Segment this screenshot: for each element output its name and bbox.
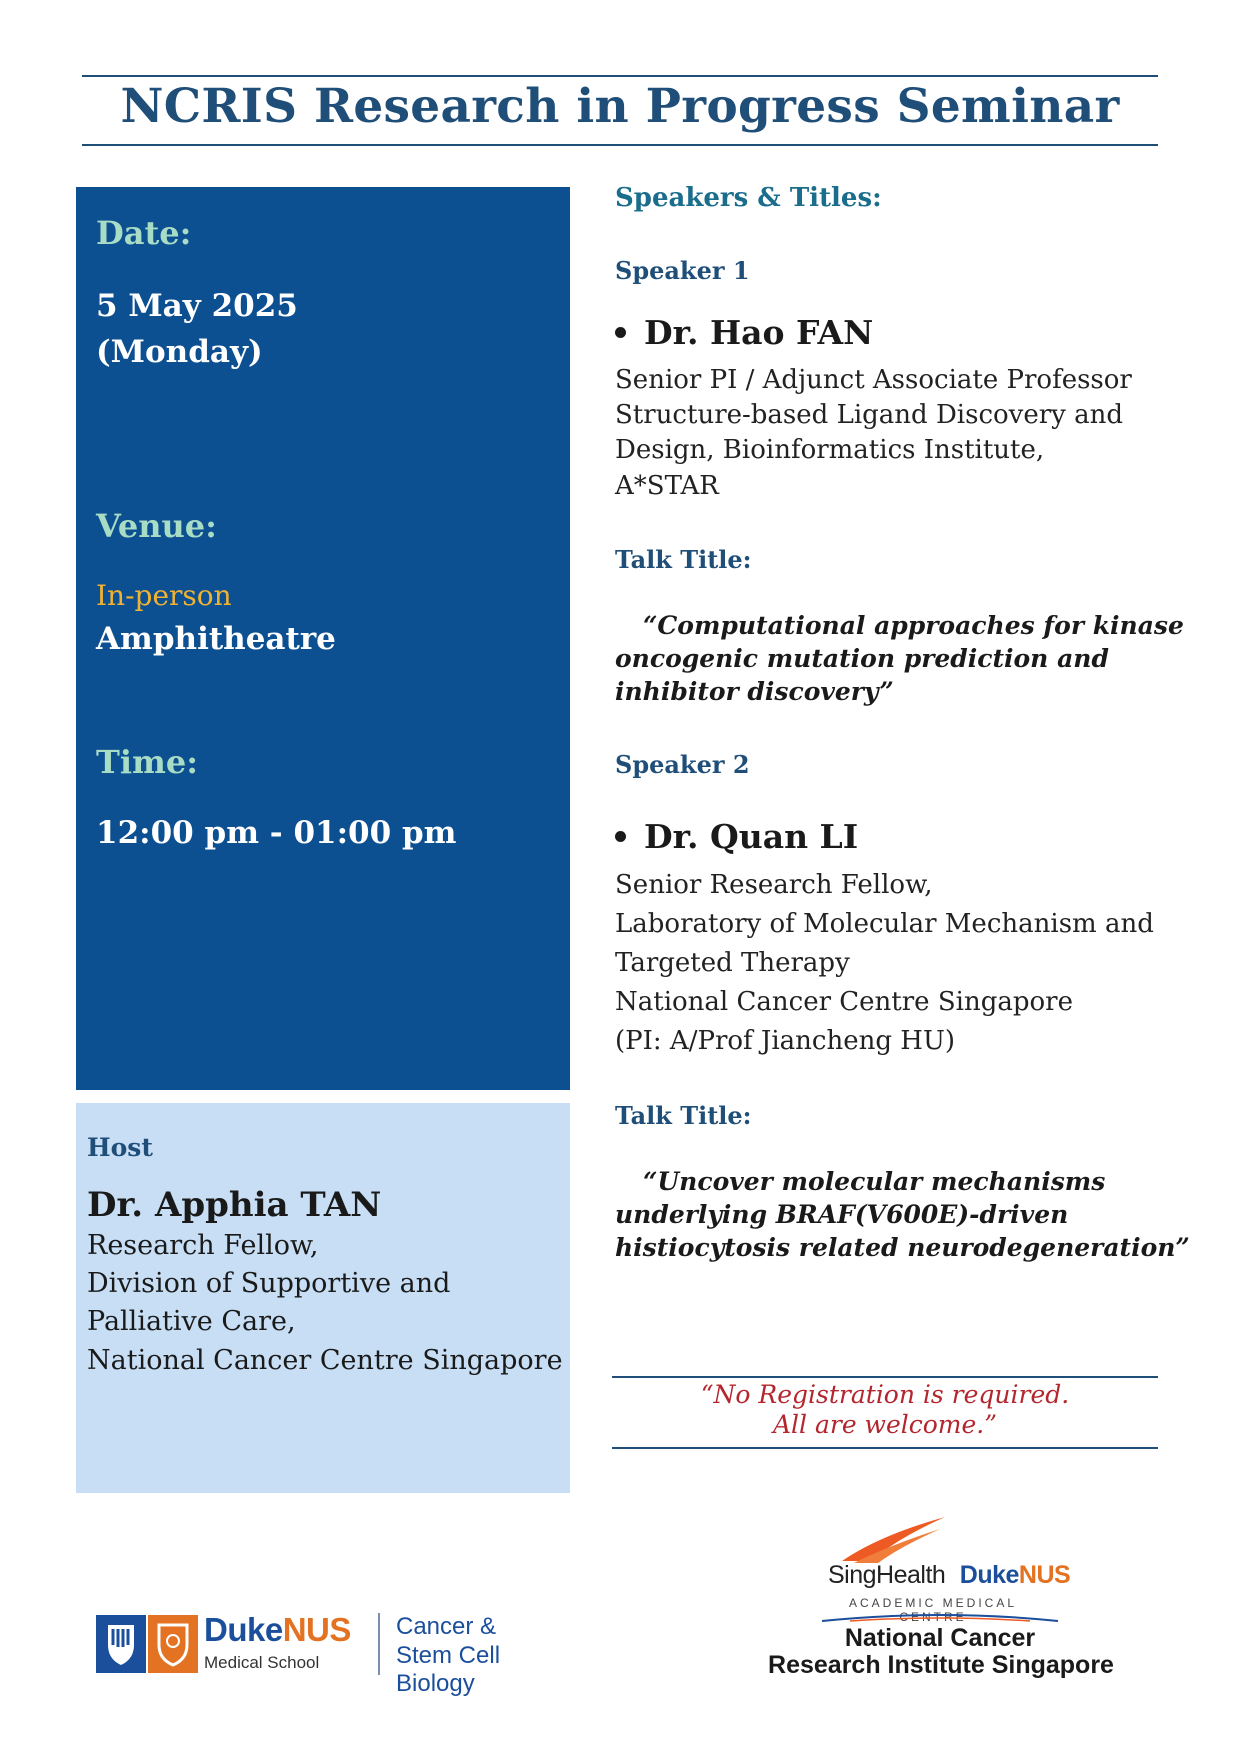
- title-bottom-rule: [82, 144, 1158, 146]
- venue-place: Amphitheatre: [96, 621, 336, 657]
- speaker-2-name-text: Dr. Quan LI: [644, 817, 859, 856]
- duke-wordmark: Duke: [204, 1611, 283, 1648]
- registration-bottom-rule: [612, 1447, 1158, 1449]
- speaker-1-affiliation-line: Design, Bioinformatics Institute,: [615, 435, 1045, 465]
- ncris-line-1: National Cancer: [844, 1624, 1036, 1652]
- nus-wordmark: NUS: [282, 1611, 351, 1648]
- speaker-2-affiliation-line: Senior Research Fellow,: [615, 870, 933, 900]
- registration-line-1: “No Registration is required.: [700, 1380, 1070, 1409]
- ncris-line-2: Research Institute Singapore: [768, 1651, 1114, 1679]
- host-name: Dr. Apphia TAN: [87, 1185, 382, 1225]
- speaker-1-name-text: Dr. Hao FAN: [644, 313, 874, 352]
- speaker-2-name: [615, 817, 858, 856]
- speaker-2-talk-label: Talk Title:: [615, 1101, 752, 1130]
- speaker-1-affiliation-line: Senior PI / Adjunct Associate Professor: [615, 365, 1132, 395]
- speaker-2-talk-title: [615, 1165, 1190, 1264]
- speaker-1-talk-label: Talk Title:: [615, 545, 752, 574]
- registration-note: [612, 1378, 1158, 1448]
- program-line-2: Stem Cell Biology: [396, 1642, 501, 1697]
- talk-title-line: oncogenic mutation prediction and: [615, 644, 1109, 673]
- host-affiliation-line: National Cancer Centre Singapore: [87, 1345, 563, 1376]
- talk-title-line: “Uncover molecular mechanisms: [643, 1167, 1106, 1196]
- host-affiliation-line: Palliative Care,: [87, 1306, 296, 1337]
- bullet-icon: [615, 831, 626, 842]
- date-value: 5 May 2025: [96, 288, 298, 324]
- host-label: Host: [87, 1133, 153, 1162]
- date-weekday: (Monday): [96, 334, 263, 370]
- venue-mode: In-person: [96, 579, 232, 612]
- duke-shield-icon: [96, 1615, 200, 1673]
- speaker-2-affiliation-line: Laboratory of Molecular Mechanism and: [615, 909, 1154, 939]
- speaker-1-label: Speaker 1: [615, 256, 750, 285]
- amc-swoosh-line-icon: [820, 1613, 1060, 1623]
- talk-title-line: inhibitor discovery”: [615, 677, 894, 706]
- speaker-2-label: Speaker 2: [615, 750, 750, 779]
- time-value: 12:00 pm - 01:00 pm: [96, 815, 457, 851]
- date-label: Date:: [96, 214, 192, 252]
- speaker-1-affiliation-line: A*STAR: [615, 471, 719, 501]
- program-line-1: Cancer &: [396, 1613, 497, 1640]
- logo-divider: [378, 1613, 380, 1675]
- speaker-2-affiliation-line: (PI: A/Prof Jiancheng HU): [615, 1026, 955, 1056]
- speaker-2-affiliation-line: National Cancer Centre Singapore: [615, 987, 1073, 1017]
- swoosh-icon: [840, 1515, 950, 1565]
- registration-line-2: All are welcome.”: [772, 1410, 998, 1439]
- page-title: NCRIS Research in Progress Seminar: [120, 79, 1120, 134]
- talk-title-line: underlying BRAF(V600E)-driven: [615, 1200, 1069, 1229]
- bullet-icon: [615, 327, 626, 338]
- event-info-panel: [76, 187, 570, 1090]
- speaker-2-affiliation-line: Targeted Therapy: [615, 948, 850, 978]
- speakers-heading: Speakers & Titles:: [615, 183, 882, 213]
- amc-subtitle: ACADEMIC MEDICAL CENTRE: [848, 1596, 1018, 1624]
- singhealth-wordmark: SingHealth: [828, 1561, 946, 1589]
- amc-duke-wordmark: Duke: [959, 1561, 1019, 1589]
- talk-title-line: “Computational approaches for kinase: [643, 611, 1184, 640]
- speaker-1-affiliation-line: Structure-based Ligand Discovery and: [615, 400, 1124, 430]
- talk-title-line: histiocytosis related neurodegeneration”: [615, 1233, 1190, 1262]
- host-affiliation-line: Division of Supportive and: [87, 1268, 451, 1299]
- host-affiliation-line: Research Fellow,: [87, 1230, 319, 1261]
- venue-label: Venue:: [96, 507, 217, 545]
- ncris-logo: [760, 1515, 1140, 1685]
- speaker-1-talk-title: [615, 609, 1184, 708]
- medical-school-text: Medical School: [204, 1653, 320, 1672]
- amc-nus-wordmark: NUS: [1018, 1561, 1071, 1589]
- speaker-1-name: [615, 313, 873, 352]
- title-block: [82, 75, 1158, 147]
- time-label: Time:: [96, 743, 198, 781]
- host-panel: [76, 1103, 570, 1493]
- duke-nus-logo: [96, 1611, 576, 1697]
